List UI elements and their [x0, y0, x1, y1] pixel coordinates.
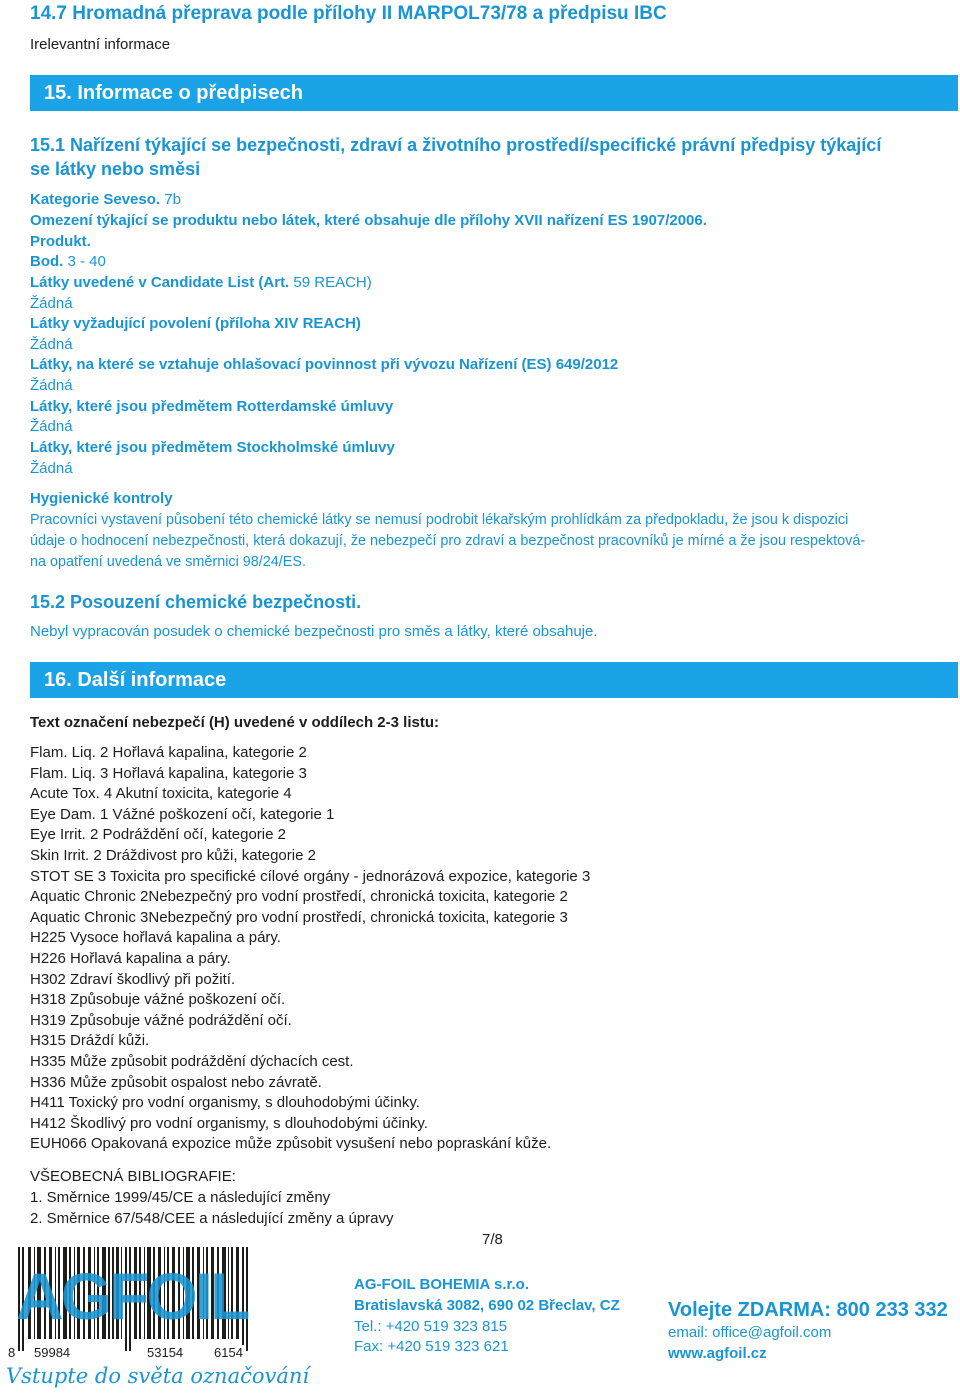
hazard-line: H315 Dráždí kůži. — [30, 1032, 150, 1050]
hazard-line: Skin Irrit. 2 Dráždivost pro kůži, kategorie 2 — [30, 846, 316, 864]
bod-label: Bod. — [30, 253, 64, 270]
company-fax: Fax: +420 519 323 621 — [354, 1338, 509, 1355]
section-14-7-heading: 14.7 Hromadná přeprava podle přílohy II MARPOL73/78 a předpisu IBC — [30, 3, 667, 24]
company-email[interactable]: email: office@agfoil.com — [668, 1324, 832, 1341]
company-name: AG-FOIL BOHEMIA s.r.o. — [354, 1276, 530, 1293]
hazard-heading: Text označení nebezpečí (H) uvedené v oddílech 2-3 listu: — [30, 714, 439, 731]
candidate-suffix: 59 REACH) — [293, 274, 372, 291]
page-number: 7/8 — [482, 1231, 503, 1248]
company-tel: Tel.: +420 519 323 815 — [354, 1318, 508, 1335]
hazard-line: Eye Dam. 1 Vážné poškození očí, kategorie 1 — [30, 805, 335, 823]
seveso-label: Kategorie Seveso. — [30, 191, 161, 208]
bibliography-item: 2. Směrnice 67/548/CEE a následující změny a úpravy — [30, 1210, 394, 1227]
section-16-bar — [30, 662, 958, 698]
section-15-bar — [30, 75, 958, 111]
barcode-digit: 6154 — [214, 1345, 243, 1360]
candidate-label: Látky uvedené v Candidate List (Art. — [30, 274, 290, 291]
candidate-row — [30, 273, 372, 294]
hygiene-line-1: Pracovníci vystavení působení této chemické látky se nemusí podrobit lékařským prohlídkám za předpokladu, že jsou k dispozici — [30, 512, 849, 528]
hazard-line: Aquatic Chronic 2Nebezpečný pro vodní prostředí, chronická toxicita, kategorie 2 — [30, 888, 568, 906]
agfoil-logo: AGFOIL — [16, 1259, 248, 1333]
hazard-line: H412 Škodlivý pro vodní organismy, s dlouhodobými účinky. — [30, 1114, 428, 1132]
bod-row — [30, 252, 106, 273]
hygiene-line-2: údaje o hodnocení nebezpečnosti, která dokazují, že nebezpečí pro zdraví a bezpečnost pracovníků je mírné a že jsou respektová- — [30, 533, 866, 549]
section-15-2-text: Nebyl vypracován posudek o chemické bezpečnosti pro směs a látky, které obsahuje. — [30, 623, 598, 640]
hazard-line: STOT SE 3 Toxicita pro specifické cílové orgány - jednorázová expozice, kategorie 3 — [30, 867, 591, 885]
barcode-digit: 8 — [8, 1345, 16, 1360]
bod-value: 3 - 40 — [67, 253, 106, 270]
bibliography-heading: VŠEOBECNÁ BIBLIOGRAFIE: — [30, 1168, 236, 1185]
section-15-title: 15. Informace o předpisech — [44, 82, 303, 104]
rotterdam-label: Látky, které jsou předmětem Rotterdamské úmluvy — [30, 398, 394, 415]
section-16-title: 16. Další informace — [44, 669, 227, 691]
hazard-line: H336 Může způsobit ospalost nebo závratě. — [30, 1073, 322, 1091]
export-value: Žádná — [30, 377, 73, 394]
hazard-line: EUH066 Opakovaná expozice může způsobit vysušení nebo popraskání kůže. — [30, 1135, 552, 1153]
hazard-line: H319 Způsobuje vážné podráždění očí. — [30, 1011, 292, 1029]
authorisation-label: Látky vyžadující povolení (příloha XIV REACH) — [30, 315, 361, 332]
free-call: Volejte ZDARMA: 800 233 332 — [668, 1299, 948, 1321]
stockholm-value: Žádná — [30, 460, 73, 477]
section-14-7-text: Irelevantní informace — [30, 36, 171, 53]
product-label: Produkt. — [30, 233, 91, 250]
rotterdam-value: Žádná — [30, 418, 73, 435]
section-15-2-heading: 15.2 Posouzení chemické bezpečnosti. — [30, 592, 362, 612]
seveso-row — [30, 190, 181, 211]
section-15-1-heading-line2: se látky nebo směsi — [30, 159, 201, 179]
hazard-line: H411 Toxický pro vodní organismy, s dlouhodobými účinky. — [30, 1094, 420, 1112]
hazard-line: Eye Irrit. 2 Podráždění očí, kategorie 2 — [30, 826, 286, 844]
section-15-1-heading-line1: 15.1 Nařízení týkající se bezpečnosti, zdraví a životního prostředí/specifické právní předpisy týkající — [30, 135, 882, 155]
hazard-line: Flam. Liq. 3 Hořlavá kapalina, kategorie 3 — [30, 764, 307, 782]
restriction-label: Omezení týkající se produktu nebo látek, které obsahuje dle přílohy XVII nařízení ES 1907/2006. — [30, 212, 707, 229]
company-address: Bratislavská 3082, 690 02 Břeclav, CZ — [354, 1297, 620, 1314]
hazard-list — [30, 743, 590, 1155]
hazard-line: H335 Může způsobit podráždění dýchacích cest. — [30, 1052, 354, 1070]
hazard-line: H318 Způsobuje vážné poškození očí. — [30, 991, 286, 1009]
seveso-value: 7b — [164, 191, 181, 208]
bibliography-item: 1. Směrnice 1999/45/CE a následující změny — [30, 1189, 331, 1206]
hygiene-line-3: na opatření uvedená ve směrnici 98/24/ES. — [30, 554, 306, 570]
candidate-value: Žádná — [30, 295, 73, 312]
company-web[interactable]: www.agfoil.cz — [668, 1345, 767, 1362]
hazard-line: H226 Hořlavá kapalina a páry. — [30, 949, 231, 967]
hygiene-heading: Hygienické kontroly — [30, 490, 173, 507]
hazard-line: Aquatic Chronic 3Nebezpečný pro vodní prostředí, chronická toxicita, kategorie 3 — [30, 908, 568, 926]
export-label: Látky, na které se vztahuje ohlašovací povinnost při vývozu Nařízení (ES) 649/2012 — [30, 356, 619, 373]
hazard-line: Flam. Liq. 2 Hořlavá kapalina, kategorie 2 — [30, 744, 307, 761]
authorisation-value: Žádná — [30, 336, 73, 353]
stockholm-label: Látky, které jsou předmětem Stockholmské úmluvy — [30, 439, 395, 456]
hazard-line: H225 Vysoce hořlavá kapalina a páry. — [30, 929, 281, 947]
slogan: Vstupte do světa označování — [6, 1364, 310, 1388]
hazard-line: H302 Zdraví škodlivý při požití. — [30, 970, 236, 988]
barcode-digit: 53154 — [147, 1345, 184, 1360]
hazard-line: Acute Tox. 4 Akutní toxicita, kategorie 4 — [30, 785, 292, 803]
barcode-digit: 59984 — [34, 1345, 71, 1360]
